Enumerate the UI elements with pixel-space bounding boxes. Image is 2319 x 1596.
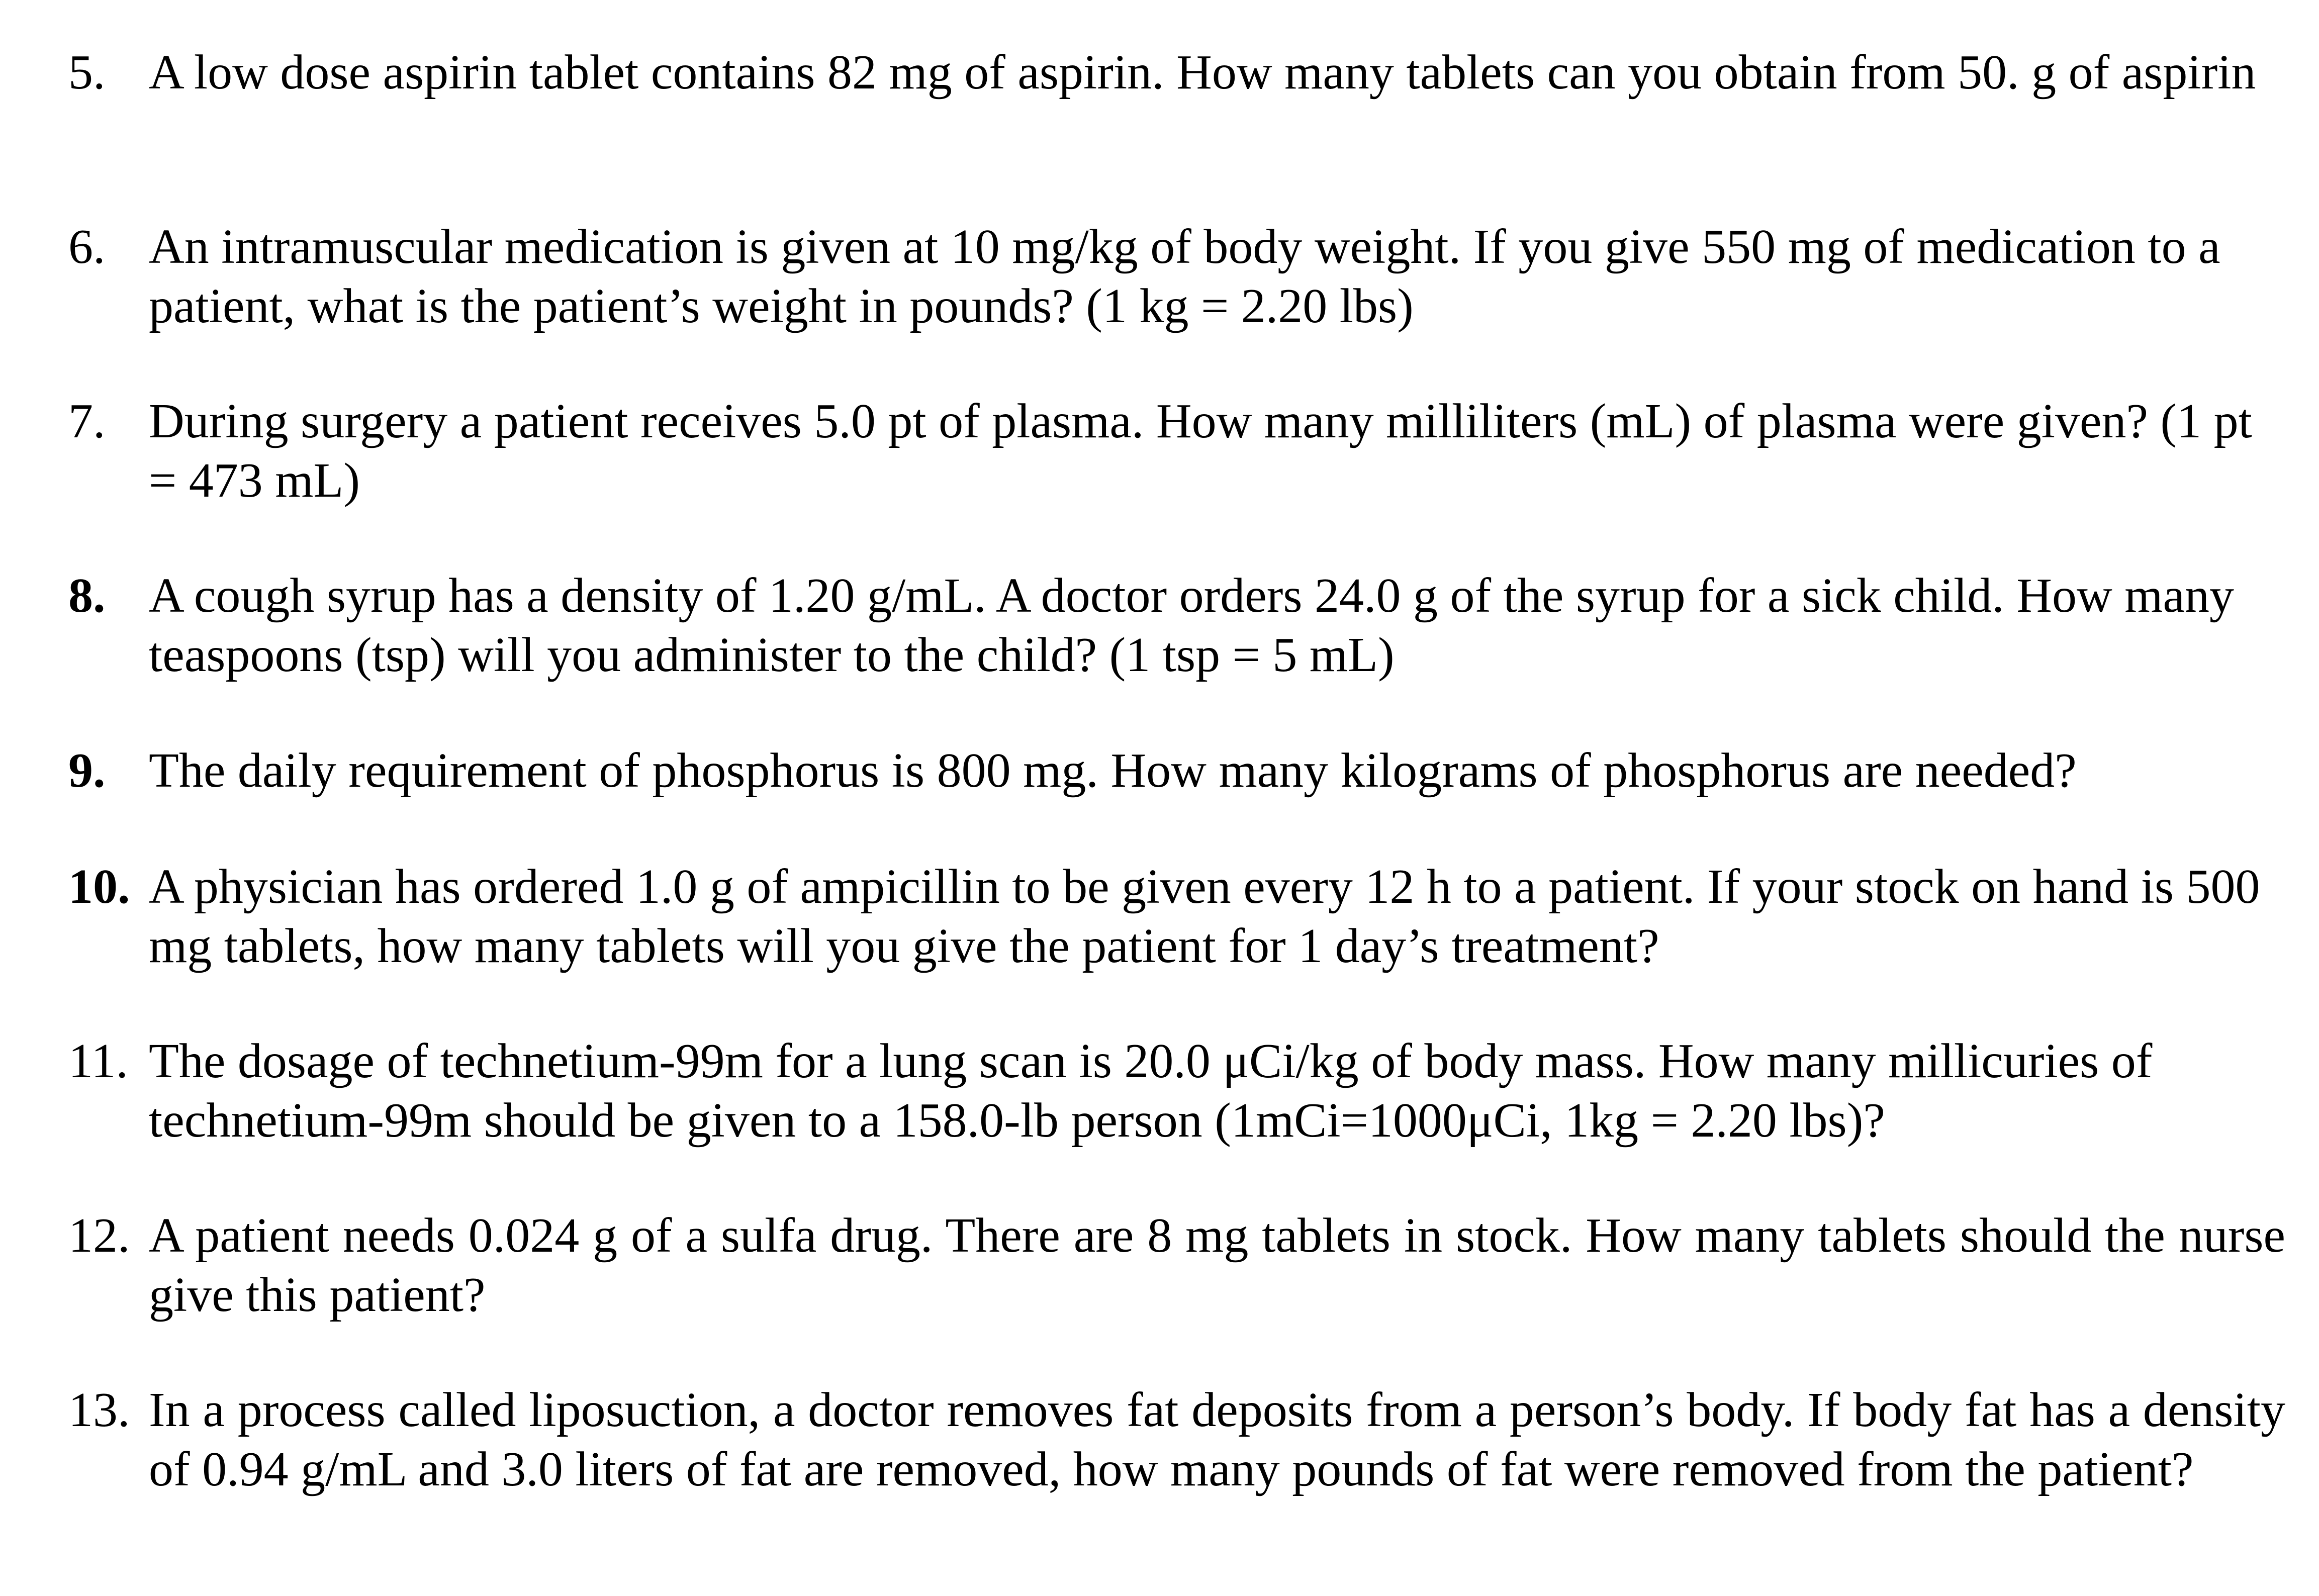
problem-number: 9. — [68, 743, 106, 798]
problem-number: 10. — [68, 860, 130, 914]
problem-number: 5. — [68, 45, 106, 100]
problem-number: 6. — [68, 220, 106, 274]
problem-number: 7. — [68, 394, 106, 448]
problem-text: A low dose aspirin tablet contains 82 mg of aspirin. How many tablets can you obtain from 50. g of aspirin — [149, 45, 2256, 100]
problem-6 — [68, 217, 2285, 336]
problem-8 — [68, 566, 2285, 685]
problem-text: A patient needs 0.024 g of a sulfa drug. There are 8 mg tablets in stock. How many tablets should the nurse give this patient? — [149, 1208, 2285, 1322]
problem-7 — [68, 392, 2285, 510]
problem-5 — [68, 43, 2285, 102]
problem-9 — [68, 741, 2285, 800]
problem-12 — [68, 1206, 2285, 1325]
problem-text: In a process called liposuction, a doctor removes fat deposits from a person’s body. If body fat has a density of 0.94 g/mL and 3.0 liters of fat are removed, how many pounds of fat were removed from the patient? — [149, 1383, 2285, 1496]
problem-text: The daily requirement of phosphorus is 800 mg. How many kilograms of phosphorus are needed? — [149, 743, 2077, 798]
problem-11 — [68, 1031, 2285, 1150]
problem-text: The dosage of technetium-99m for a lung scan is 20.0 μCi/kg of body mass. How many millicuries of technetium-99m should be given to a 158.0-lb person (1mCi=1000μCi, 1kg = 2.20 lbs)? — [149, 1034, 2153, 1148]
problem-text: An intramuscular medication is given at 10 mg/kg of body weight. If you give 550 mg of medication to a patient, what is the patient’s weight in pounds? (1 kg = 2.20 lbs) — [149, 220, 2220, 333]
problem-number: 8. — [68, 569, 106, 623]
problem-text: During surgery a patient receives 5.0 pt of plasma. How many milliliters (mL) of plasma were given? (1 pt = 473 mL) — [149, 394, 2252, 508]
problem-text: A physician has ordered 1.0 g of ampicillin to be given every 12 h to a patient. If your stock on hand is 500 mg tablets, how many tablets will you give the patient for 1 day’s treatment? — [149, 860, 2260, 973]
problem-number: 13. — [68, 1383, 130, 1437]
problem-text: A cough syrup has a density of 1.20 g/mL. A doctor orders 24.0 g of the syrup for a sick child. How many teaspoons (tsp) will you administer to the child? (1 tsp = 5 mL) — [149, 569, 2235, 682]
problem-number: 11. — [68, 1034, 128, 1088]
problem-number: 12. — [68, 1208, 130, 1263]
problem-13 — [68, 1380, 2285, 1499]
problem-10 — [68, 857, 2285, 976]
